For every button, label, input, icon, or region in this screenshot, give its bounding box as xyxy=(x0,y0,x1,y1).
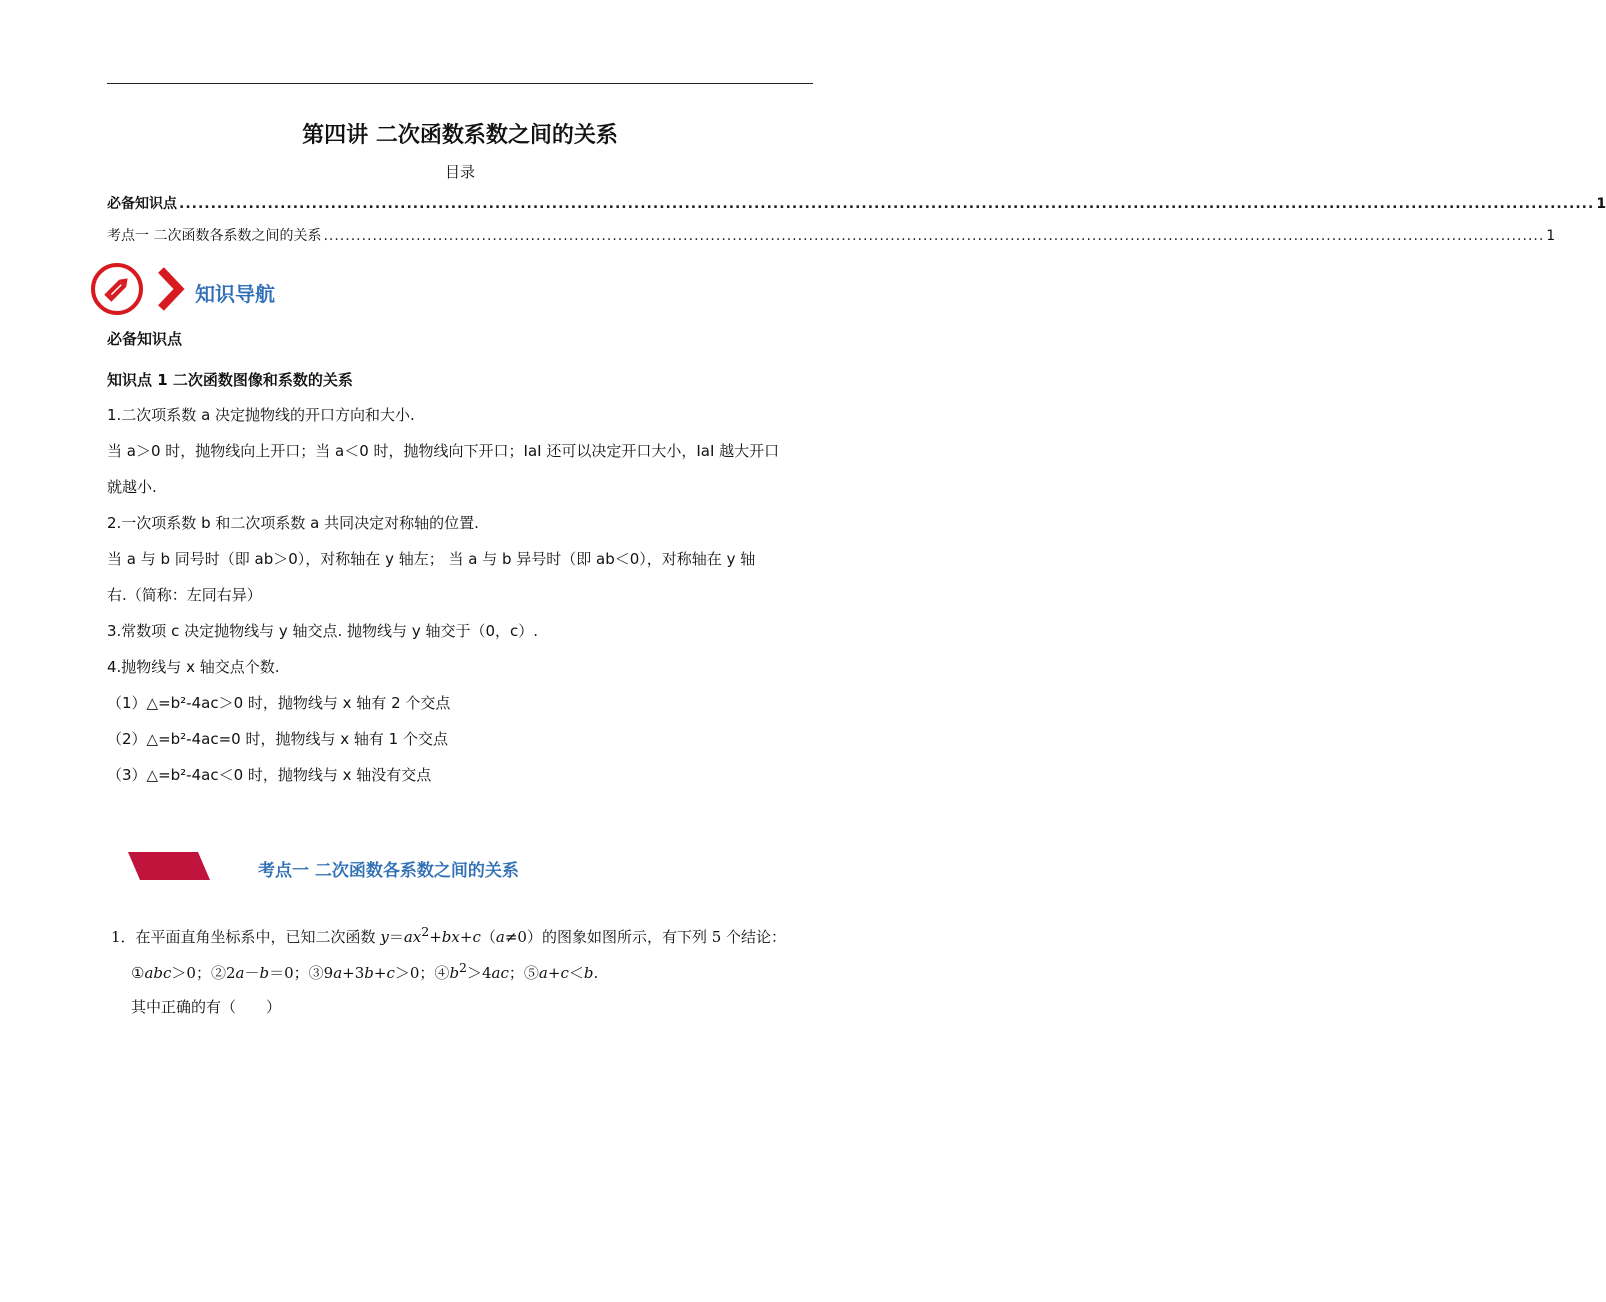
question-statements xyxy=(131,960,598,983)
statement-4: $④b^2>4ac$； xyxy=(434,960,524,982)
knowledge-line: （2）△=b²-4ac=0 时，抛物线与 x 轴有 1 个交点 xyxy=(107,730,448,748)
knowledge-line: （3）△=b²-4ac＜0 时，抛物线与 x 轴没有交点 xyxy=(107,766,432,784)
toc-leader-dots: ................................................................................................................................................................................................................................ xyxy=(179,196,1595,212)
toc-entry-page: 1 xyxy=(1596,196,1606,212)
question-stem: 1．在平面直角坐标系中，已知二次函数 $y=ax^2+bx+c(a\ne 0)$的图象如图所示，有下列 5 个结论： xyxy=(111,924,787,946)
section-banner xyxy=(128,852,210,880)
toc-entry-page: 1 xyxy=(1546,228,1556,244)
toc-label: 目录 xyxy=(444,163,475,181)
pencil-icon xyxy=(91,263,143,315)
section-title: 考点一 二次函数各系数之间的关系 xyxy=(258,861,519,881)
knowledge-line: 1.二次项系数 a 决定抛物线的开口方向和大小. xyxy=(107,406,415,424)
knowledge-line: 就越小. xyxy=(107,478,157,496)
knowledge-line: 当 a 与 b 同号时（即 ab＞0），对称轴在 y 轴左； 当 a 与 b 异号时（即 ab＜0），对称轴在 y 轴 xyxy=(107,550,756,568)
header-rule xyxy=(107,83,813,84)
toc-entry-text: 考点一 二次函数各系数之间的关系 xyxy=(107,228,322,244)
nav-title: 知识导航 xyxy=(195,282,275,306)
knowledge-line: 4.抛物线与 x 轴交点个数. xyxy=(107,658,280,676)
knowledge-line: 当 a＞0 时，抛物线向上开口；当 a＜0 时，抛物线向下开口；IaI 还可以决定开口大小，IaI 越大开口 xyxy=(107,442,780,460)
knowledge-line: （1）△=b²-4ac＞0 时，抛物线与 x 轴有 2 个交点 xyxy=(107,694,451,712)
toc-leader-dots: ................................................................................................................................................................................................................................ xyxy=(323,228,1545,244)
toc-entry-1[interactable] xyxy=(107,193,1606,213)
statement-3: ③9a+3b+c＞0； xyxy=(308,964,435,982)
statement-5: ⑤a+c＜b. xyxy=(523,964,599,982)
knowledge-line: 3.常数项 c 决定抛物线与 y 轴交点. 抛物线与 y 轴交于（0，c）. xyxy=(107,622,539,640)
statement-1: ①abc＞0； xyxy=(131,964,211,982)
toc-entry-text: 必备知识点 xyxy=(107,196,177,212)
page-title: 第四讲 二次函数系数之间的关系 xyxy=(302,123,618,148)
question-prompt: 其中正确的有（ ） xyxy=(131,998,282,1016)
knowledge-line: 2.一次项系数 b 和二次项系数 a 共同决定对称轴的位置. xyxy=(107,514,479,532)
chevron-right-icon xyxy=(155,264,185,314)
knowledge-subheading: 知识点 1 二次函数图像和系数的关系 xyxy=(107,371,353,389)
knowledge-heading: 必备知识点 xyxy=(107,330,183,348)
statement-2: ②2a－b＝0； xyxy=(210,964,309,982)
knowledge-line: 右.（简称：左同右异） xyxy=(107,586,262,604)
toc-entry-2[interactable] xyxy=(107,225,1556,245)
